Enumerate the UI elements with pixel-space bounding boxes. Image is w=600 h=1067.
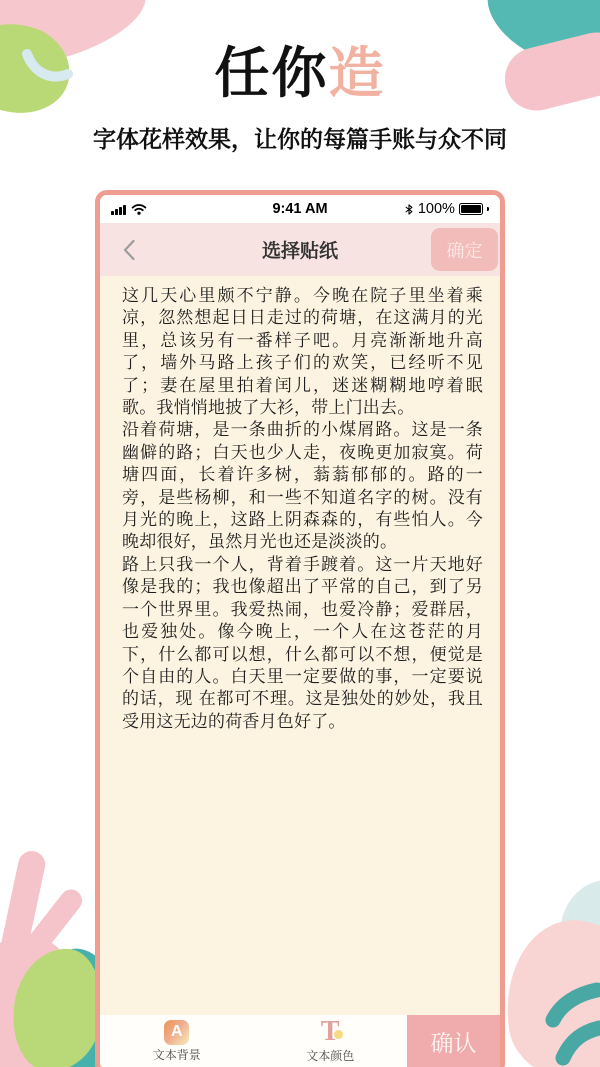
nav-bar [100,223,500,276]
text-color-button[interactable] [254,1015,408,1067]
status-bar [100,195,500,223]
page-subtitle: 字体花样效果，让你的每篇手账与众不同 [93,126,507,153]
toolbar-items [100,1015,407,1067]
page-title-black: 任你 [214,42,329,104]
text-color-label: 文本颜色 [306,1048,355,1063]
essay-paragraph: 这几天心里颇不宁静。今晚在院子里坐着乘凉，忽然想起日日走过的荷塘，在这满月的光里，总该另有一番样子吧。月亮渐渐地升高了，墙外马路上孩子们的欢笑，已经听不见了；妻在屋里拍着闰儿，迷迷糊糊地哼着眠歌。我悄悄地披了大衫，带上门出去。 [122,286,483,418]
essay-paragraph: 路上只我一个人，背着手踱着。这一片天地好像是我的；我也像超出了平常的自己，到了另一个世界里。我爱热闹，也爱冷静；爱群居，也爱独处。像今晚上，一个人在这苍茫的月下，什么都可以想，什么都可以不想，便觉是个自由的人。白天里一定要做的事，一定要说的话，现 在都可不理。这是独处的妙处，我且受用这无边的荷香月色好了。 [122,554,483,731]
phone-mockup [95,190,505,1067]
decor-stripes-teal-bottom-right [545,976,600,1067]
page-title [0,42,600,105]
back-chevron-icon [122,239,136,261]
bluetooth-icon [404,203,414,216]
header [0,42,600,154]
text-background-label: 文本背景 [152,1047,201,1062]
status-bar-right [404,201,489,217]
back-button[interactable] [112,223,146,276]
nav-title: 选择贴纸 [261,241,338,262]
content-scroll-area[interactable] [100,276,500,1015]
confirm-main-button[interactable]: 确认 [407,1015,500,1067]
status-bar-time: 9:41 AM [272,201,328,217]
text-background-button[interactable] [100,1015,254,1067]
confirm-button[interactable]: 确定 [431,228,498,271]
text-background-icon: A [164,1020,189,1045]
bottom-toolbar [100,1015,500,1067]
battery-icon [459,203,483,216]
text-color-icon: T [318,1019,343,1046]
battery-percent: 100% [417,201,455,217]
battery-nub [487,207,489,211]
essay-paragraph: 沿着荷塘，是一条曲折的小煤屑路。这是一条幽僻的路；白天也少人走，夜晚更加寂寞。荷塘四面，长着许多树，蓊蓊郁郁的。路的一旁，是些杨柳，和一些不知道名字的树。没有月光的晚上，这路上阴森森的，有些怕人。今晚却很好，虽然月光也还是淡淡的。 [122,420,483,552]
page-title-accent: 造 [328,42,386,104]
